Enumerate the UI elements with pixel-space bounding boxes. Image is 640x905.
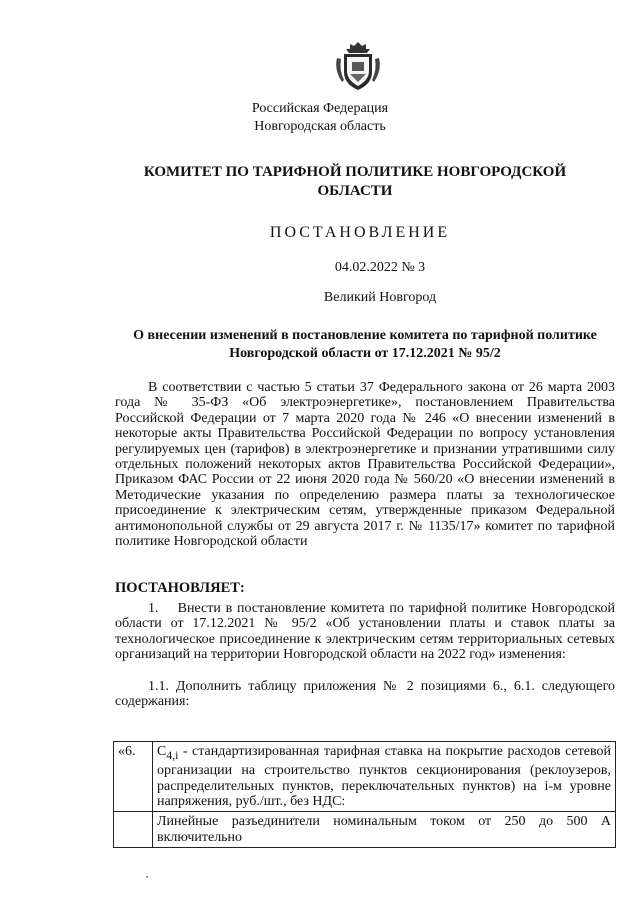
document-date-number: 04.02.2022 № 3	[334, 260, 426, 275]
coat-of-arms-icon	[332, 40, 384, 92]
committee-title: КОМИТЕТ ПО ТАРИФНОЙ ПОЛИТИКЕ НОВГОРОДСКОЙ ОБЛАСТИ	[143, 164, 567, 199]
issuer-block	[0, 100, 640, 136]
row-text: Линейные разъединители номинальным током от 250 до 500 А включительно	[153, 812, 616, 848]
document-type: ПОСТАНОВЛЕНИЕ	[269, 224, 451, 241]
rate-symbol-subscript: 4,i	[166, 748, 179, 762]
table-row	[114, 742, 616, 812]
preamble-paragraph: В соответствии с частью 5 статьи 37 Федерального закона от 26 марта 2003 года № 35-ФЗ «Об электроэнергетике», постановлением Правительства Российской Федерации от 7 марта 2020 года № 246 «О внесении изменений в некоторые акты Правительства Российской Федерации по вопросу установления регулируемых цен (тарифов) в электроэнергетике и признании утратившими силу отдельных положений некоторых актов Правительства Российской Федерации», Приказом ФАС России от 22 июня 2020 года № 560/20 «О внесении изменений в Методические указания по определению размера платы за технологическое присоединение к электрическим сетям, утвержденные приказом Федеральной антимонопольной службы от 29 августа 2017 г. № 1135/17» комитет по тарифной политике Новгородской области	[115, 380, 615, 550]
item-1-paragraph: 1. Внести в постановление комитета по тарифной политике Новгородской области от 17.12.2021 № 95/2 «Об установлении платы и ставок платы за технологическое присоединение к электрическим сетям территориальных сетевых организаций на территории Новгородской области на 2022 год» изменения:	[115, 601, 615, 663]
document-subject: О внесении изменений в постановление комитета по тарифной политике Новгородской области от 17.12.2021 № 95/2	[133, 328, 597, 361]
table-row	[114, 812, 616, 848]
rate-description: - стандартизированная тарифная ставка на покрытие расходов сетевой организации на строительство пунктов секционирования (реклоузеров, распределительных пунктов, переключательных пунктов) на i-м уровне напряжения, руб./шт., без НДС:	[157, 744, 611, 810]
ruling-heading: ПОСТАНОВЛЯЕТ:	[115, 580, 245, 596]
scan-speck	[146, 876, 148, 878]
row-number	[114, 812, 153, 848]
appendix-table	[113, 741, 616, 848]
row-text	[153, 742, 616, 812]
region-name: Новгородская область	[254, 119, 386, 134]
row-number: «6.	[114, 742, 153, 812]
item-1-1-paragraph: 1.1. Дополнить таблицу приложения № 2 позициями 6., 6.1. следующего содержания:	[115, 679, 615, 710]
document-city: Великий Новгород	[323, 290, 437, 305]
rate-symbol: С	[157, 744, 167, 759]
country-name: Российская Федерация	[251, 101, 389, 116]
